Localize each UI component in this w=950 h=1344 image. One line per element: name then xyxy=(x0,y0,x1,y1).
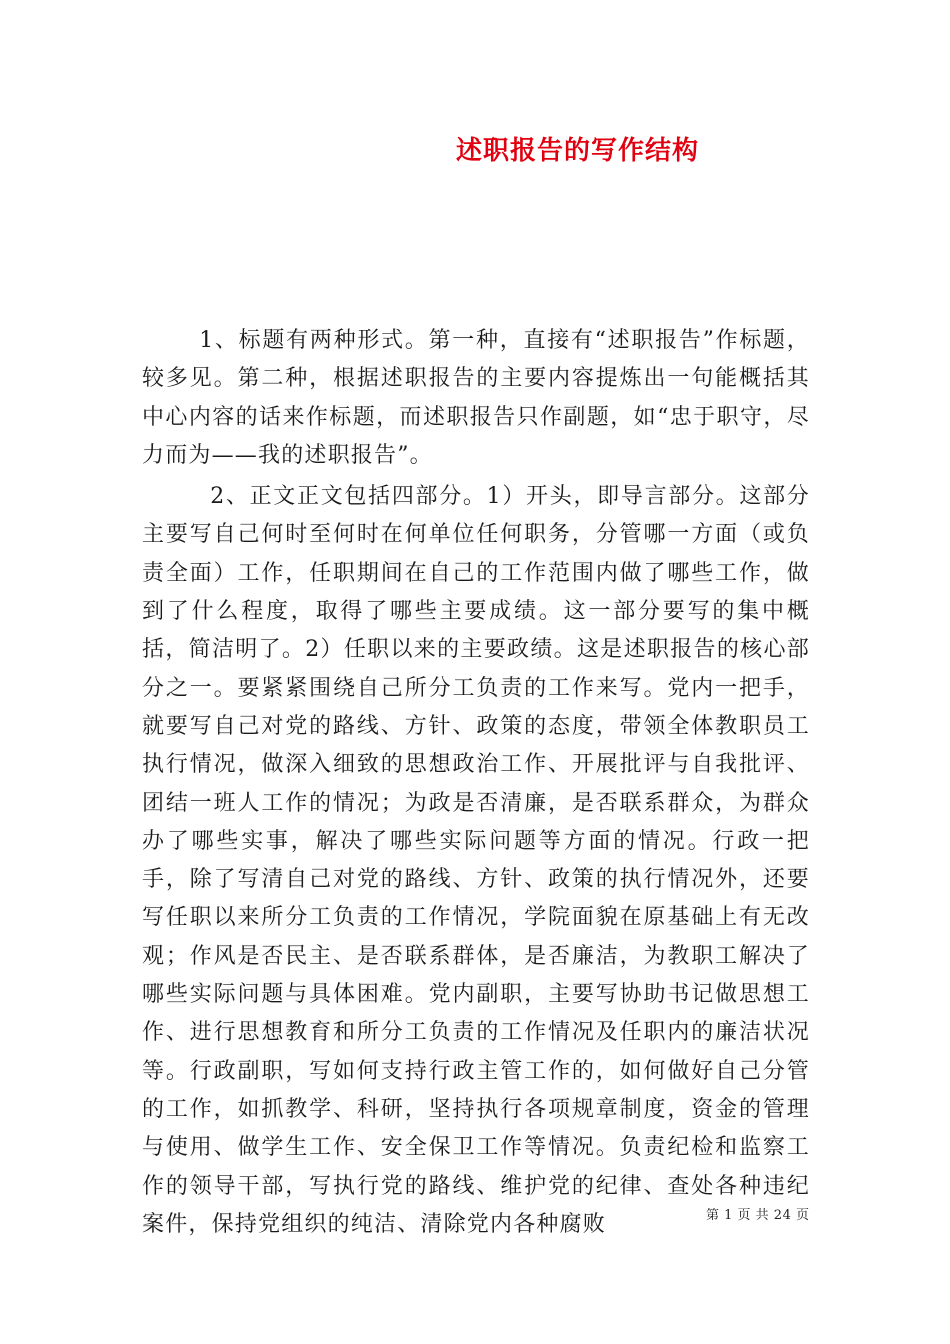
page-title: 述职报告的写作结构 xyxy=(455,136,699,166)
page-number: 第 1 页 共 24 页 xyxy=(706,1208,810,1223)
paragraph-body-structure: 2、正文正文包括四部分。1）开头，即导言部分。这部分主要写自己何时至何时在何单位任何职务，分管哪一方面（或负责全面）工作，任职期间在自己的工作范围内做了哪些工作，做到了什么程度，取得了哪些主要成绩。这一部分要写的集中概括，简洁明了。2）任职以来的主要政绩。这是述职报告的核心部分之一。要紧紧围绕自己所分工负责的工作来写。党内一把手，就要写自己对党的路线、方针、政策的态度，带领全体教职员工执行情况，做深入细致的思想政治工作、开展批评与自我批评、团结一班人工作的情况；为政是否清廉，是否联系群众，为群众办了哪些实事，解决了哪些实际问题等方面的情况。行政一把手，除了写清自己对党的路线、方针、政策的执行情况外，还要写任职以来所分工负责的工作情况，学院面貌在原基础上有无改观；作风是否民主、是否联系群体，是否廉洁，为教职工解决了哪些实际问题与具体困难。党内副职，主要写协助书记做思想工作、进行思想教育和所分工负责的工作情况及任职内的廉洁状况等。行政副职，写如何支持行政主管工作的，如何做好自己分管的工作，如抓教学、科研，坚持执行各项规章制度，资金的管理与使用、做学生工作、安全保卫工作等情况。负责纪检和监察工作的领导干部，写执行党的路线、维护党的纪律、查处各种违纪案件，保持党组织的纯洁、清除党内各种腐败 xyxy=(142,484,810,1237)
document-body xyxy=(142,322,810,1244)
paragraph-title-forms: 1、标题有两种形式。第一种，直接有“述职报告”作标题，较多见。第二种，根据述职报告的主要内容提炼出一句能概括其中心内容的话来作标题，而述职报告只作副题，如“忠于职守，尽力而为——我的述职报告”。 xyxy=(142,328,810,468)
